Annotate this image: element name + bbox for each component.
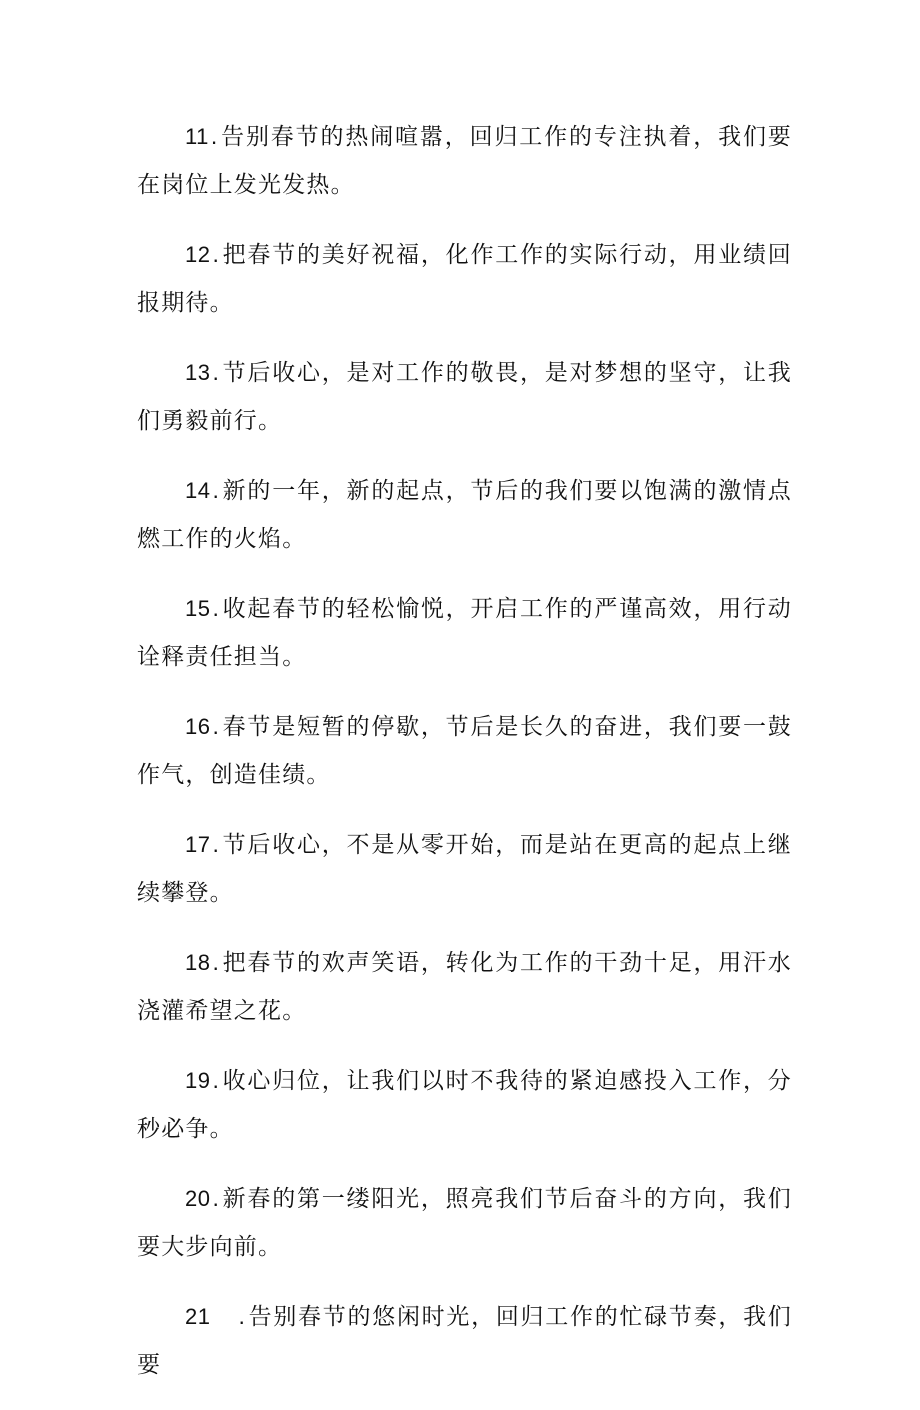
item-separator: . (212, 595, 221, 621)
list-item (137, 1292, 792, 1389)
item-text: 把春节的欢声笑语，转化为工作的干劲十足，用汗水浇灌希望之花。 (137, 950, 792, 1024)
item-separator: . (210, 123, 219, 149)
item-separator: . (212, 1067, 221, 1093)
item-number: 20 (185, 1186, 211, 1211)
item-separator: . (212, 477, 221, 503)
item-number: 13 (185, 360, 211, 385)
list-item (137, 584, 792, 681)
item-separator: . (212, 359, 221, 385)
item-separator: . (212, 713, 221, 739)
list-item (137, 1174, 792, 1271)
item-text: 收起春节的轻松愉悦，开启工作的严谨高效，用行动诠释责任担当。 (137, 596, 792, 670)
item-text: 收心归位，让我们以时不我待的紧迫感投入工作，分秒必争。 (137, 1068, 792, 1142)
item-text: 告别春节的热闹喧嚣，回归工作的专注执着，我们要在岗位上发光发热。 (137, 124, 792, 198)
list-item (137, 466, 792, 563)
item-number: 18 (185, 950, 211, 975)
item-text: 把春节的美好祝福，化作工作的实际行动，用业绩回报期待。 (137, 242, 792, 316)
item-separator: . (238, 1303, 247, 1329)
item-number: 21 (185, 1304, 211, 1329)
document-body (137, 112, 792, 1410)
item-separator: . (212, 241, 221, 267)
item-text: 新春的第一缕阳光，照亮我们节后奋斗的方向，我们要大步向前。 (137, 1186, 792, 1260)
item-text: 春节是短暂的停歇，节后是长久的奋进，我们要一鼓作气，创造佳绩。 (137, 714, 792, 788)
item-number: 17 (185, 832, 211, 857)
item-text: 告别春节的悠闲时光，回归工作的忙碌节奏，我们要 (137, 1304, 792, 1378)
item-separator: . (212, 831, 221, 857)
list-item (137, 112, 792, 209)
item-separator: . (212, 1185, 221, 1211)
item-number: 12 (185, 242, 211, 267)
item-number: 15 (185, 596, 211, 621)
item-separator: . (212, 949, 221, 975)
item-text: 节后收心，是对工作的敬畏，是对梦想的坚守，让我们勇毅前行。 (137, 360, 792, 434)
item-number: 11 (185, 124, 209, 149)
item-number: 14 (185, 478, 211, 503)
item-number: 16 (185, 714, 211, 739)
item-text: 新的一年，新的起点，节后的我们要以饱满的激情点燃工作的火焰。 (137, 478, 792, 552)
list-item (137, 702, 792, 799)
list-item (137, 820, 792, 917)
list-item (137, 348, 792, 445)
list-item (137, 938, 792, 1035)
list-item (137, 230, 792, 327)
item-text: 节后收心，不是从零开始，而是站在更高的起点上继续攀登。 (137, 832, 792, 906)
list-item (137, 1056, 792, 1153)
item-number: 19 (185, 1068, 211, 1093)
